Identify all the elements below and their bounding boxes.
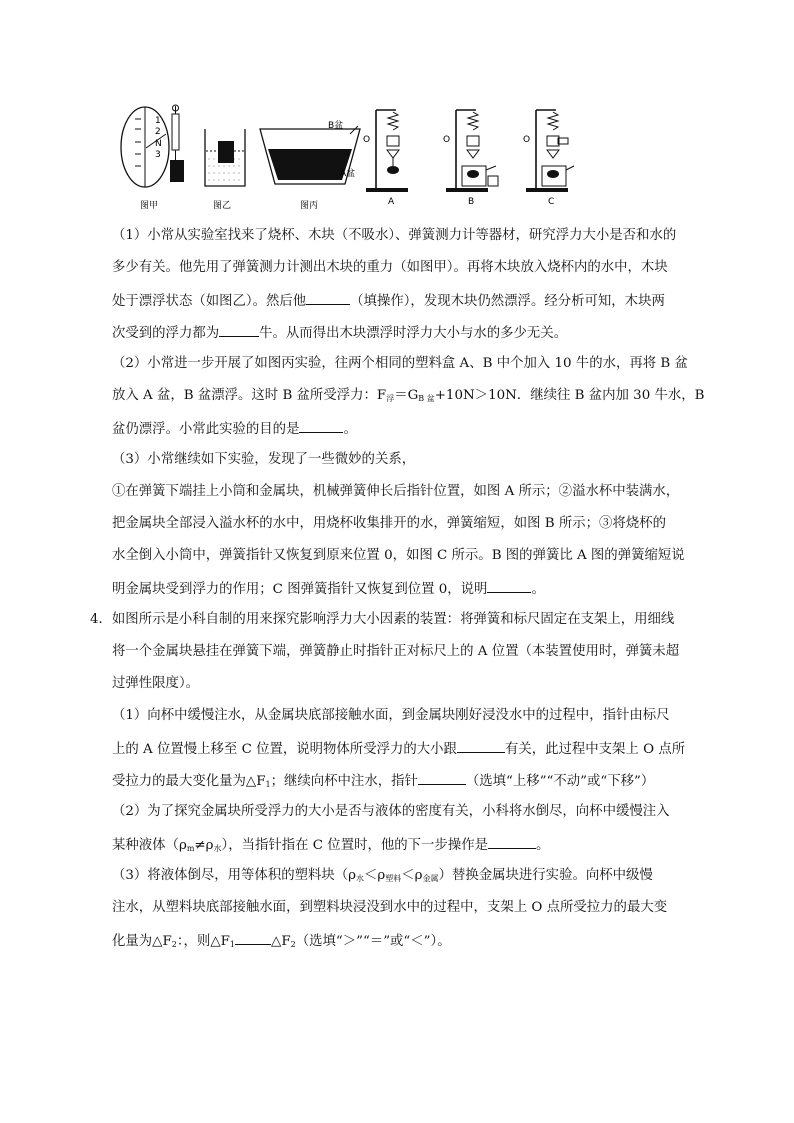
q4-s3-line3-d: （选填“＞”“＝”或“＜”）。: [295, 934, 451, 949]
q3-p3-line5: [112, 578, 712, 600]
scale-mark-2: 2: [155, 127, 161, 137]
q4-s1-line3: [112, 770, 712, 795]
q4-s3-line1-d: ）替换金属块进行实验。向杯中级慢: [438, 868, 653, 883]
sub-f2-b: 2: [290, 940, 296, 949]
q4-line1: 4．如图所示是小科自制的用来探究影响浮力大小因素的装置：将弹簧和标尺固定在支架上，用细线: [90, 612, 675, 627]
sub-f2: 2: [171, 940, 177, 949]
sub-f1-b: 1: [229, 940, 236, 949]
scale-unit-n: N: [155, 139, 162, 149]
q4-s2-line2: [112, 834, 712, 859]
q3-p2-line3-b: 。: [343, 422, 357, 437]
q4-s2-line2-d: 。: [536, 838, 550, 853]
answer-blank-6[interactable]: [418, 770, 466, 785]
q3-p2-line3: [112, 418, 712, 440]
q4-s3-line3: [112, 930, 712, 955]
answer-blank-3[interactable]: [299, 418, 343, 433]
answer-blank-5[interactable]: [457, 738, 505, 753]
caption-jia: 图甲: [140, 201, 159, 211]
caption-bing: 图丙: [300, 201, 319, 211]
o-label-b: O: [443, 135, 451, 145]
q3-p1-line1: （1）小常从实验室找来了烧杯、木块（不吸水）、弹簧测力计等器材，研究浮力大小是否和水的: [112, 228, 677, 243]
scale-mark-3: 3: [155, 150, 161, 160]
q4-s1-line3-a: 受拉力的最大变化量为△F: [112, 774, 266, 789]
q3-p1-line4-a: 次受到的浮力都为: [112, 326, 220, 341]
figure-jia: [121, 105, 184, 211]
sub-buoyancy: 浮: [386, 394, 395, 403]
sub-rho-m: m: [186, 844, 195, 853]
q3-p1-line4-b: 牛。从而得出木块漂浮时浮力大小与水的多少无关。: [259, 326, 568, 341]
q4-s1-line3-b: ；继续向杯中注水，指针: [270, 774, 418, 789]
q4-s3-line1-c: ＜ρ: [401, 868, 423, 883]
answer-blank-2[interactable]: [219, 322, 259, 337]
sub-plastic: 塑料: [385, 874, 402, 883]
q3-p2-line2-b: ＝G: [394, 388, 419, 403]
q3-p2-line1: （2）小常进一步开展了如图丙实验，往两个相同的塑料盒 A、B 中个加入 10 牛的水，再将 B 盆: [112, 356, 688, 371]
q4-s2-line2-c: ），当指针指在 C 位置时，他的下一步操作是: [221, 838, 488, 853]
q3-p2-line3-a: 盆仍漂浮。小常此实验的目的是: [112, 422, 300, 437]
q3-p2-line2: [112, 386, 712, 409]
figure-c: [523, 110, 574, 207]
sub-rho-water: 水: [213, 844, 222, 853]
q4-s1-line2: [112, 738, 712, 760]
figure-b: [443, 110, 498, 207]
q4-s3-line3-b: ：，则△F: [176, 934, 230, 949]
sub-metal: 金属: [422, 874, 439, 883]
q4-s1-line1: （1）向杯中缓慢注水，从金属块底部接触水面，到金属块刚好浸没水中的过程中，指针由标尺: [112, 708, 670, 723]
q4-s3-line3-c: △F: [271, 934, 291, 949]
answer-blank-1[interactable]: [306, 290, 350, 305]
q4-s3-line1: [112, 866, 712, 889]
q4-s1-line2-b: 有关，此过程中支架上 O 点所: [504, 742, 686, 757]
q3-p3-line1: （3）小常继续如下实验，发现了一些微妙的关系，: [112, 452, 416, 467]
q3-p1-line3-a: 处于漂浮状态（如图乙）。然后他: [112, 294, 307, 309]
q4-s2-line2-a: 某种液体（ρ: [112, 838, 187, 853]
experiment-figure: [110, 104, 580, 212]
q3-p3-line2: ①在弹簧下端挂上小筒和金属块，机械弹簧伸长后指针位置，如图 A 所示；②溢水杯中装满水，: [112, 484, 680, 499]
answer-blank-4[interactable]: [487, 578, 531, 593]
q3-p3-line3: 把金属块全部浸入溢水杯的水中，用烧杯收集排开的水，弹簧缩短，如图 B 所示；③将烧杯的: [112, 516, 666, 531]
experiment-figure-svg: [110, 104, 580, 212]
figure-a: [363, 110, 408, 207]
scale-mark-1: 1: [155, 116, 161, 126]
q3-p3-line5-b: 。: [531, 582, 545, 597]
q4-s2-line1: （2）为了探究金属块所受浮力的大小是否与液体的密度有关，小科将水倒尽，向杯中缓慢注入: [112, 804, 670, 819]
q3-p1-line4: [112, 322, 712, 344]
q4-s3-line3-a: 化量为△F: [112, 934, 172, 949]
q3-p2-line2-a: 放入 A 盆，B 盆漂浮。这时 B 盆所受浮力：F: [112, 388, 387, 403]
q4-line2: 将一个金属块悬挂在弹簧下端，弹簧静止时指针正对标尺上的 A 位置（本装置使用时，弹簧未超: [112, 644, 680, 659]
q4-s1-line3-c: （选填“上移”“不动”或“下移”）: [465, 774, 655, 789]
q3-p1-line3-b: （填操作），发现木块仍然漂浮。经分析可知，木块两: [350, 294, 665, 309]
sub-f1: 1: [265, 780, 271, 789]
q3-p1-line2: 多少有关。他先用了弹簧测力计测出木块的重力（如图甲）。再将木块放入烧杯内的水中，木块: [112, 260, 668, 275]
q4-line3: 过弹性限度）。: [112, 676, 200, 691]
q4-s1-line2-a: 上的 A 位置慢上移至 C 位置，说明物体所受浮力的大小跟: [112, 742, 457, 757]
q3-p1-line3: [112, 290, 712, 312]
sub-b-basin: B 盆: [418, 394, 435, 403]
basin-a-label: A盆: [340, 169, 356, 179]
q3-p3-line5-a: 明金属块受到浮力的作用；C 图弹簧指针又恢复到位置 0，说明: [112, 582, 488, 597]
q3-p2-line2-c: +10N＞10N．继续往 B 盆内加 30 牛水，B: [434, 388, 705, 403]
q4-s3-line1-b: ＜ρ: [364, 868, 386, 883]
caption-yi: 图乙: [213, 201, 232, 211]
figure-yi: [205, 129, 245, 211]
q3-p3-line4: 水全倒入小筒中，弹簧指针又恢复到原来位置 0，如图 C 所示。B 图的弹簧比 A 图的弹簧缩短说: [112, 548, 685, 563]
sub-water: 水: [356, 874, 365, 883]
caption-c: C: [548, 197, 555, 207]
o-label-c: O: [523, 135, 531, 145]
basin-b-label: B盆: [328, 121, 344, 131]
figure-bing: [260, 119, 360, 211]
o-label-a: O: [363, 135, 371, 145]
q4-s2-line2-b: ≠ρ: [194, 838, 214, 853]
q4-s3-line1-a: （3）将液体倒尽，用等体积的塑料块（ρ: [112, 868, 357, 883]
q4-s3-line2: 注水，从塑料块底部接触水面，到塑料块浸没到水中的过程中，支架上 O 点所受拉力的最大变: [112, 900, 668, 915]
caption-b: B: [468, 197, 475, 207]
answer-blank-7[interactable]: [488, 834, 536, 849]
answer-blank-8[interactable]: [235, 930, 271, 945]
caption-a: A: [388, 197, 395, 207]
